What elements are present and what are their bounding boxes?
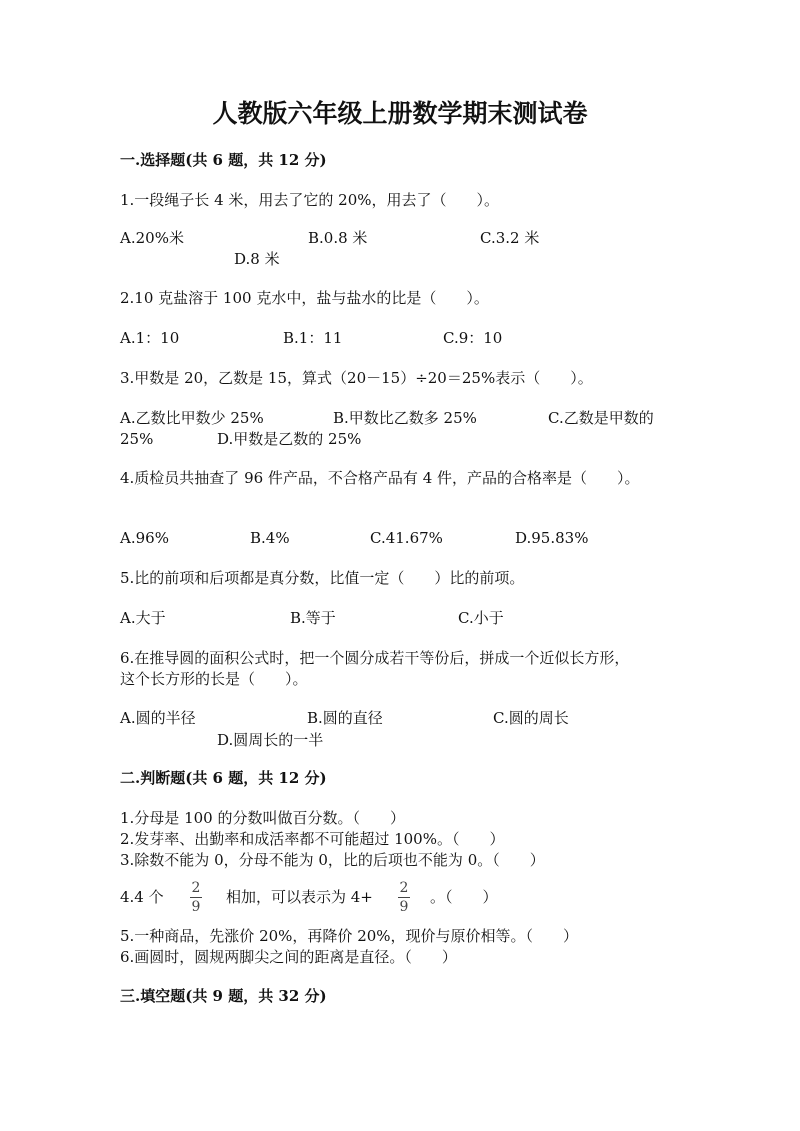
question-5-option-b: B.等于 [290, 609, 336, 627]
fraction-denominator: 9 [191, 899, 201, 915]
question-1-option-a: A.20%米 [120, 229, 184, 247]
fraction-denominator: 9 [399, 899, 409, 915]
question-1-stem: 1.一段绳子长 4 米，用去了它的 20%，用去了（ ）。 [120, 191, 500, 209]
statement-4-part-2: 相加，可以表示为 4+ [226, 888, 373, 906]
question-4-option-a: A.96% [120, 529, 169, 547]
question-2-option-c: C.9：10 [443, 329, 503, 347]
fraction-numerator: 2 [399, 880, 409, 896]
question-3-option-b: B.甲数比乙数多 25% [333, 409, 477, 427]
statement-6: 6.画圆时，圆规两脚尖之间的距离是直径。（ ） [120, 948, 457, 966]
question-3-stem: 3.甲数是 20，乙数是 15，算式（20－15）÷20＝25%表示（ ）。 [120, 369, 593, 387]
question-6-stem-line-1: 6.在推导圆的面积公式时，把一个圆分成若干等份后，拼成一个近似长方形， [120, 649, 630, 667]
question-5-stem: 5.比的前项和后项都是真分数，比值一定（ ）比的前项。 [120, 569, 525, 587]
fraction-numerator: 2 [191, 880, 201, 896]
question-5-option-c: C.小于 [458, 609, 504, 627]
question-1-option-c: C.3.2 米 [480, 229, 540, 247]
question-1-option-b: B.0.8 米 [308, 229, 368, 247]
question-3-option-c-continued: 25% [120, 430, 154, 448]
fraction-bar [190, 897, 202, 898]
question-5-option-a: A.大于 [120, 609, 166, 627]
question-6-stem-line-2: 这个长方形的长是（ ）。 [120, 670, 308, 688]
section-heading-choice: 一.选择题(共 6 题，共 12 分) [120, 151, 327, 169]
question-4-option-c: C.41.67% [370, 529, 443, 547]
question-4-stem: 4.质检员共抽查了 96 件产品，不合格产品有 4 件，产品的合格率是（ ）。 [120, 469, 640, 487]
section-heading-judgement: 二.判断题(共 6 题，共 12 分) [120, 769, 327, 787]
question-6-option-b: B.圆的直径 [307, 709, 383, 727]
fraction-two-ninths-1 [188, 880, 204, 915]
question-6-option-c: C.圆的周长 [493, 709, 569, 727]
question-4-option-b: B.4% [250, 529, 290, 547]
question-3-option-d: D.甲数是乙数的 25% [217, 430, 362, 448]
question-4-option-d: D.95.83% [515, 529, 589, 547]
statement-5: 5.一种商品，先涨价 20%，再降价 20%，现价与原价相等。（ ） [120, 927, 579, 945]
question-6-option-a: A.圆的半径 [120, 709, 196, 727]
question-3-option-c: C.乙数是甲数的 [548, 409, 654, 427]
question-2-stem: 2.10 克盐溶于 100 克水中，盐与盐水的比是（ ）。 [120, 289, 489, 307]
statement-4-part-3: 。（ ） [430, 888, 498, 906]
fraction-two-ninths-2 [396, 880, 412, 915]
statement-3: 3.除数不能为 0，分母不能为 0，比的后项也不能为 0。（ ） [120, 851, 545, 869]
question-2-option-a: A.1：10 [120, 329, 180, 347]
question-1-option-d: D.8 米 [234, 250, 280, 268]
statement-4-part-1: 4.4 个 [120, 888, 164, 906]
page-title: 人教版六年级上册数学期末测试卷 [212, 99, 588, 128]
fraction-bar [398, 897, 410, 898]
question-2-option-b: B.1：11 [283, 329, 343, 347]
question-3-option-a: A.乙数比甲数少 25% [120, 409, 264, 427]
statement-2: 2.发芽率、出勤率和成活率都不可能超过 100%。（ ） [120, 830, 505, 848]
statement-1: 1.分母是 100 的分数叫做百分数。（ ） [120, 809, 405, 827]
question-6-option-d: D.圆周长的一半 [217, 731, 324, 749]
section-heading-fill-in: 三.填空题(共 9 题，共 32 分) [120, 987, 327, 1005]
